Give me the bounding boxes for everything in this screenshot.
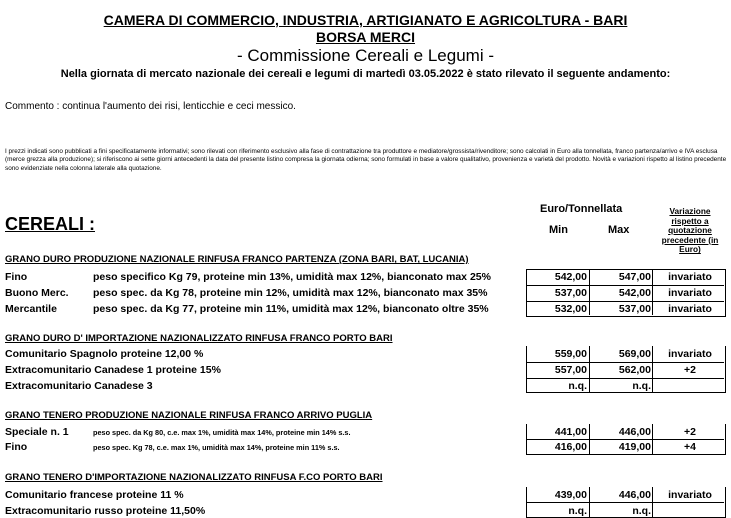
category-title: CEREALI : [5,214,95,234]
row-label: Speciale n. 1 [5,426,69,438]
column-divider [589,487,590,517]
commission-title: - Commissione Cereali e Legumi - [237,46,494,65]
row-label: Comunitario francese proteine 11 % [5,489,184,501]
row-label: Mercantile [5,303,57,315]
price-box [526,346,726,393]
row-divider [526,378,724,379]
min-price: 542,00 [554,271,587,283]
column-divider [589,269,590,315]
max-price: n.q. [632,380,651,392]
column-divider [589,424,590,454]
min-price: 416,00 [554,441,587,453]
price-variation: invariato [668,489,712,501]
row-label: Fino [5,271,28,283]
section-title: GRANO DURO PRODUZIONE NAZIONALE RINFUSA FRANCO PARTENZA (ZONA BARI, BAT, LUCANIA) [5,254,469,265]
market-day-intro: Nella giornata di mercato nazionale dei cereali e legumi di martedì 03.05.2022 è stato rilevato il seguente andamento: [60,68,671,80]
max-price: 537,00 [618,303,651,315]
header-title: CAMERA DI COMMERCIO, INDUSTRIA, ARTIGIANATO E AGRICOLTURA - BARI [103,12,628,28]
variation-column-header: Variazione rispetto a quotazione precedente (in Euro) [661,206,719,255]
min-price: 441,00 [554,426,587,438]
max-price: 446,00 [618,489,651,501]
column-divider [589,346,590,392]
section-title: GRANO TENERO D'IMPORTAZIONE NAZIONALIZZATO RINFUSA F.CO PORTO BARI [5,472,383,483]
price-variation: invariato [668,287,712,299]
min-price: 537,00 [554,287,587,299]
min-price: 532,00 [554,303,587,315]
row-label: Extracomunitario russo proteine 11,50% [5,505,206,517]
column-divider [652,346,653,392]
price-variation: invariato [668,303,712,315]
max-column-header: Max [608,224,630,236]
min-price: n.q. [568,505,587,517]
max-price: n.q. [632,505,651,517]
column-divider [652,487,653,517]
row-description: peso spec. Kg 78, c.e. max 1%, umidità max 14%, proteine min 11% s.s. [93,443,340,452]
column-divider [652,269,653,315]
min-price: 439,00 [554,489,587,501]
price-variation: +2 [684,426,696,438]
disclaimer-text: I prezzi indicati sono pubblicati a fini specificatamente informativi; sono rilevati con riferimento esclusivo alla fase di contrattazione tra produttore e mediatore/grossista/rivenditore; sono calcolati in Euro alla tonnellata, franco partenza/arrivo e IVA esclusa (merce grezza alla produzione); si riferiscono ai sette giorni antecedenti la data del presente listino compresa la giornata odierna; sono formulati in base a valore qualitativo, provenienza e varietà del prodotto. Novità e variazioni rispetto al listino precedente sono evidenziate nella colonna laterale alla quotazione. [5,148,727,172]
min-price: n.q. [568,380,587,392]
max-price: 419,00 [618,441,651,453]
min-column-header: Min [549,224,568,236]
section-title: GRANO TENERO PRODUZIONE NAZIONALE RINFUSA FRANCO ARRIVO PUGLIA [5,410,373,421]
row-description: peso spec. da Kg 77, proteine min 11%, umidità max 12%, bianconato oltre 35% [93,303,489,315]
row-label: Fino [5,441,28,453]
max-price: 547,00 [618,271,651,283]
price-variation: +2 [684,364,696,376]
column-divider [652,424,653,454]
row-description: peso specifico Kg 79, proteine min 13%, umidità max 12%, bianconato max 25% [93,271,491,283]
euro-per-ton-header: Euro/Tonnellata [540,203,623,215]
max-price: 562,00 [618,364,651,376]
min-price: 559,00 [554,348,587,360]
section-title: GRANO DURO D' IMPORTAZIONE NAZIONALIZZATO RINFUSA FRANCO PORTO BARI [5,333,393,344]
price-variation: invariato [668,348,712,360]
comment-text: Commento : continua l'aumento dei risi, lenticchie e ceci messico. [5,101,296,112]
max-price: 542,00 [618,287,651,299]
row-divider [526,362,724,363]
row-label: Comunitario Spagnolo proteine 12,00 % [5,348,204,360]
header-subtitle: BORSA MERCI [315,29,416,45]
max-price: 446,00 [618,426,651,438]
row-label: Extracomunitario Canadese 1 proteine 15% [5,364,221,376]
row-label: Buono Merc. [5,287,69,299]
row-divider [526,502,724,503]
max-price: 569,00 [618,348,651,360]
row-divider [526,285,724,286]
row-description: peso spec. da Kg 78, proteine min 12%, umidità max 12%, bianconato max 35% [93,287,488,299]
price-variation: invariato [668,271,712,283]
row-description: peso spec. da Kg 80, c.e. max 1%, umidità max 14%, proteine min 14% s.s. [93,428,351,437]
price-variation: +4 [684,441,696,453]
row-divider [526,439,724,440]
row-divider [526,301,724,302]
row-label: Extracomunitario Canadese 3 [5,380,153,392]
min-price: 557,00 [554,364,587,376]
